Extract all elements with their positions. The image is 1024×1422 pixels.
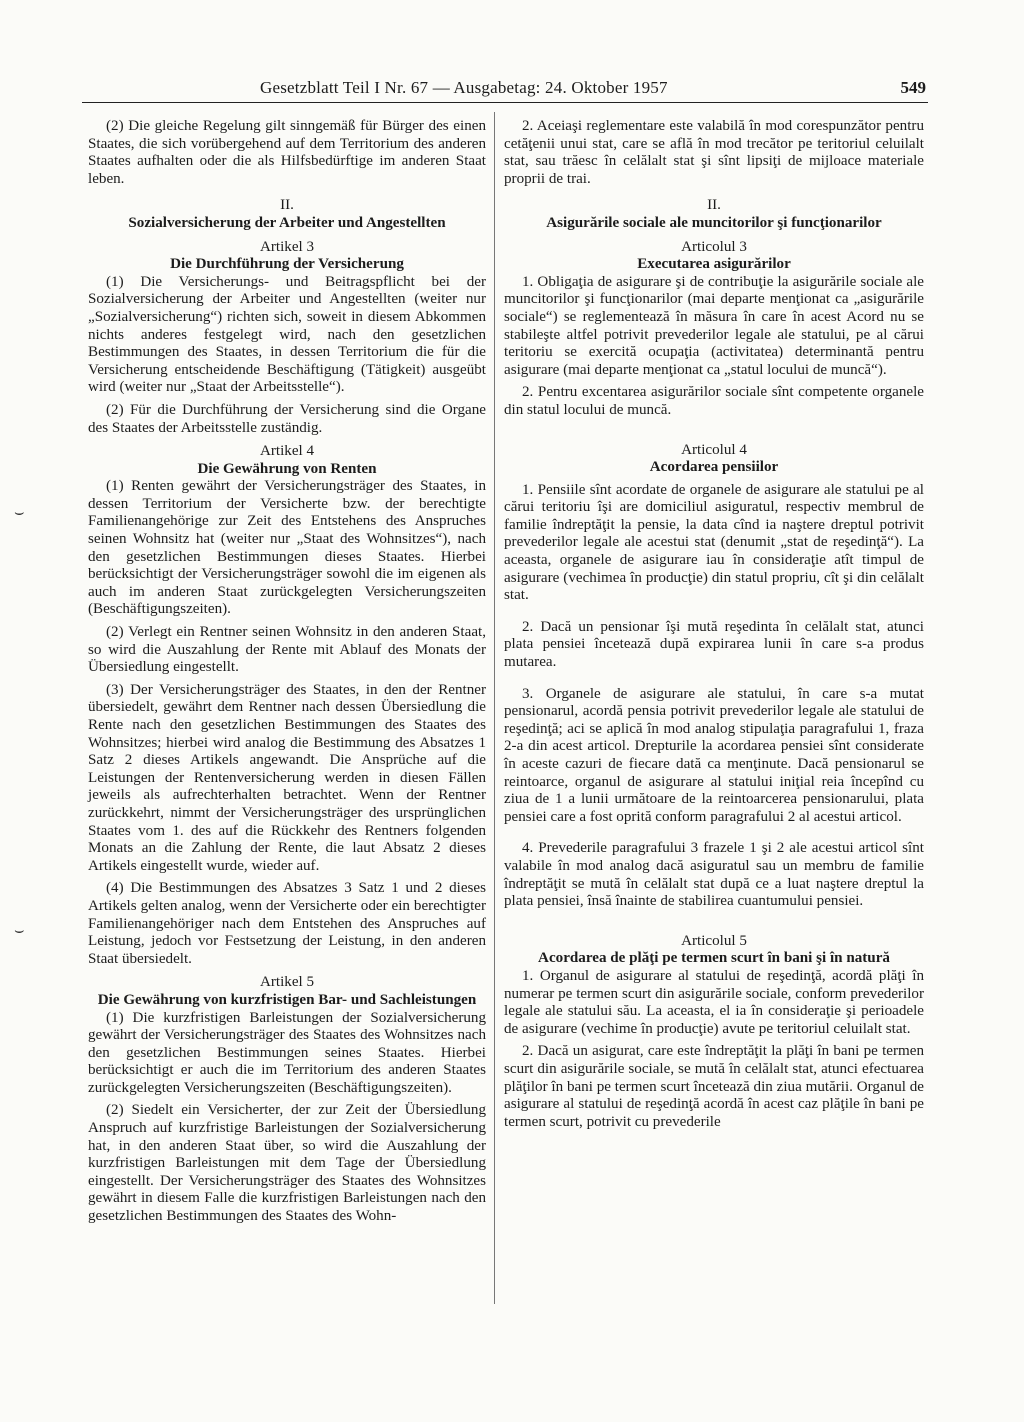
- paragraph: 1. Pensiile sînt acordate de organele de asigurare ale statului pe al cărui teritoriu îşi are domiciliul asiguratul, respectiv membrul de familie îndreptăţit la pensie, la data cînd ia naştere dreptul potrivit prevederilor legale ale acestui stat (denumit „stat de reşedinţă“). La aceasta, organele de asigurare iau în consideraţie atît timpul de asigurare (vechimea în producţie) din statul propriu, cît şi din celălalt stat.: [504, 481, 924, 604]
- article-number: Artikel 3: [259, 238, 315, 255]
- header-title: Gesetzblatt Teil I Nr. 67 — Ausgabetag: 24. Oktober 1957: [260, 78, 668, 97]
- section-number: II.: [707, 197, 721, 214]
- paragraph: (2) Die gleiche Regelung gilt sinngemäß für Bürger des einen Staates, die sich vorübergehend auf dem Territorium des anderen Staates aufhalten oder die als Hilfsbedürftige im anderen Staat leben.: [88, 118, 486, 187]
- romanian-column: [504, 118, 924, 1131]
- paragraph: 2. Aceiaşi reglementare este valabilă în mod corespunzător pentru cetăţenii unui stat, care se află în mod trecător pe teritoriul celuilalt stat, sau trăesc în celălalt stat şi sînt lipsiţi de mijloace materiale proprii de trai.: [504, 118, 924, 187]
- paragraph: 1. Obligaţia de asigurare şi de contribuţie la asigurările sociale ale muncitorilor şi funcţionarilor (mai departe menţionat ca „asigurările sociale“) se reglementează în măsura în care în acest Acord nu se stabileşte altfel potrivit prevederilor legale ale statului, pe al cărui teritoriu se exercită ocupaţia (activitatea) determinantă pentru asigurare (mai departe menţionat ca „statul locului de muncă“).: [504, 273, 924, 378]
- section-title: Sozialversicherung der Arbeiter und Angestellten: [128, 214, 446, 231]
- article-number: Articolul 4: [681, 441, 747, 458]
- paragraph: (3) Der Versicherungsträger des Staates, in den der Rentner übersiedelt, gewährt dem Rentner nach dessen Übersiedlung die Rente nach den gesetzlichen Bestimmungen des Staates des Wohnsitzes; hierbei wird analog die Bestimmung des Absatzes 1 Satz 2 dieses Artikels angewandt. Die Ansprüche auf die Leistungen der Rentenversicherung werden in diesen Fällen jeweils als aufrechterhalten betrachtet. Wenn der Rentner zurückkehrt, nimmt der Versicherungsträger des ursprünglichen Staates vom 1. des auf die Rückkehr des Rentners folgenden Monats an die Zahlung der Rente, die laut Absatz 2 dieses Artikels eingestellt wurde, wieder auf.: [88, 681, 486, 874]
- paragraph: (1) Die Versicherungs- und Beitragspflicht bei der Sozialversicherung der Arbeiter und Angestellten (weiter nur „Sozialversicherung“) richten sich, soweit in diesem Abkommen nichts anderes festgelegt wird, nach den gesetzlichen Bestimmungen des Staates, in dessen Territorium die für die Versicherung entscheidende Beschäftigung (Tätigkeit) ausgeübt wird (weiter nur „Staat der Arbeitsstelle“).: [88, 273, 486, 396]
- section-title: Asigurările sociale ale muncitorilor şi funcţionarilor: [546, 214, 882, 231]
- paragraph: (4) Die Bestimmungen des Absatzes 3 Satz 1 und 2 dieses Artikels gelten analog, wenn der Versicherte oder ein berechtigter Familienangehöriger nach dem Entstehen des Anspruches auf Leistung, jedoch vor Festsetzung der Leistung, in den anderen Staat übersiedelt.: [88, 880, 486, 967]
- german-column: [88, 118, 486, 1226]
- column-divider: [494, 112, 495, 1304]
- margin-mark: ⌣: [14, 504, 25, 521]
- section-number: II.: [280, 197, 294, 214]
- article-title: Executarea asigurărilor: [637, 256, 791, 273]
- article-title: Die Gewährung von Renten: [197, 460, 377, 477]
- paragraph: 3. Organele de asigurare ale statului, în care s-a mutat pensionarul, acordă pensia potrivit prevederilor legale ale statului de reşedinţă; aci se aplică în mod analog stipulaţia paragrafului 1, fraza 2-a din acest articol. Drepturile la acordarea pensiei sînt considerate în aceste cazuri de fiecare dată ca menţinute. Dacă pensionarul se reintoarce, organul de asigurare al statului iniţial reia începînd cu ziua de 1 a lunii următoare de la reintoarcerea pensionarului, plata pensiei care a fost oprită conform paragrafului 2 al acestui articol.: [504, 685, 924, 825]
- paragraph: 2. Dacă un asigurat, care este îndreptăţit la plăţi în bani pe termen scurt din asigurările sociale, se mută în celălalt stat, atunci efectuarea plăţilor în bani pe termen scurt încetează din ziua mutării. Organul de asigurare al statului de reşedinţă acordă în acest caz plăţile în bani pe termen scurt, potrivit cu prevederile: [504, 1043, 924, 1130]
- article-title: Die Durchführung der Versicherung: [170, 256, 404, 273]
- paragraph: (2) Für die Durchführung der Versicherung sind die Organe des Staates der Arbeitsstelle zuständig.: [88, 401, 486, 436]
- paragraph: 2. Dacă un pensionar îşi mută reşedinta în celălalt stat, atunci plata pensiei încetează după expirarea lunii în care s-a produs mutarea.: [504, 618, 924, 671]
- margin-mark: ⌣: [14, 922, 25, 939]
- page-number: 549: [900, 78, 926, 97]
- article-title: Acordarea pensiilor: [649, 459, 779, 476]
- article-number: Articolul 5: [681, 932, 747, 949]
- paragraph: 4. Prevederile paragrafului 3 frazele 1 şi 2 ale acestui articol sînt valabile în mod analog dacă asiguratul sau un membru de familie îndreptăţit se mută în celălalt stat după ce a luat naştere dreptul la plata pensiei, însă înainte de stabilirea cuantumului pensiei.: [504, 840, 924, 910]
- paragraph: (2) Siedelt ein Versicherter, der zur Zeit der Übersiedlung Anspruch auf kurzfristige Barleistungen der Sozialversicherung hat, in den anderen Staat über, so wird die Auszahlung der kurzfristigen Barleistungen mit dem Tage der Übersiedlung eingestellt. Der Versicherungsträger des Staates des Wohnsitzes gewährt in diesem Falle die kurzfristigen Barleistungen nach den gesetzlichen Bestimmungen des Staates des Wohn-: [88, 1102, 486, 1225]
- paragraph: (1) Renten gewährt der Versicherungsträger des Staates, in dessen Territorium der Versicherte bzw. der berechtigte Familienangehörige zur Zeit des Entstehens des Anspruches seinen Wohnsitz hat (weiter nur „Staat des Wohnsitzes“), nach den gesetzlichen Bestimmungen dieses Staates. Hierbei berücksichtigt der Versicherungsträger sowohl die im eigenen als auch im anderen Staat zurückgelegten Versicherungszeiten (Beschäftigungszeiten).: [88, 478, 486, 618]
- article-title: Die Gewährung von kurzfristigen Bar- und Sachleistungen: [97, 991, 477, 1008]
- article-number: Artikel 4: [259, 443, 315, 460]
- paragraph: 1. Organul de asigurare al statului de reşedinţă, acordă plăţi în numerar pe termen scurt din asigurările sociale, conform prevederilor legale ale statului său. La aceasta, el ia în consideraţie şi perioadele de asigurare (vechime în producţie) avute pe teritoriul celuilalt stat.: [504, 967, 924, 1037]
- article-number: Articolul 3: [681, 238, 747, 255]
- paragraph: 2. Pentru excentarea asigurărilor sociale sînt competente organele din statul locului de muncă.: [504, 384, 924, 418]
- paragraph: (1) Die kurzfristigen Barleistungen der Sozialversicherung gewährt der Versicherungsträger des Staates des Wohnsitzes nach den gesetzlichen Bestimmungen seines Staates. Hierbei berücksichtigt er auch die im Territorium des anderen Staates zurückgelegten Versicherungszeiten (Beschäftigungszeiten).: [88, 1009, 486, 1096]
- page-header: [82, 78, 928, 103]
- article-title: Acordarea de plăţi pe termen scurt în bani şi în natură: [538, 950, 890, 967]
- article-number: Artikel 5: [259, 974, 315, 991]
- paragraph: (2) Verlegt ein Rentner seinen Wohnsitz in den anderen Staat, so wird die Auszahlung der Rente mit Ablauf des Monats der Übersiedlung eingestellt.: [88, 624, 486, 676]
